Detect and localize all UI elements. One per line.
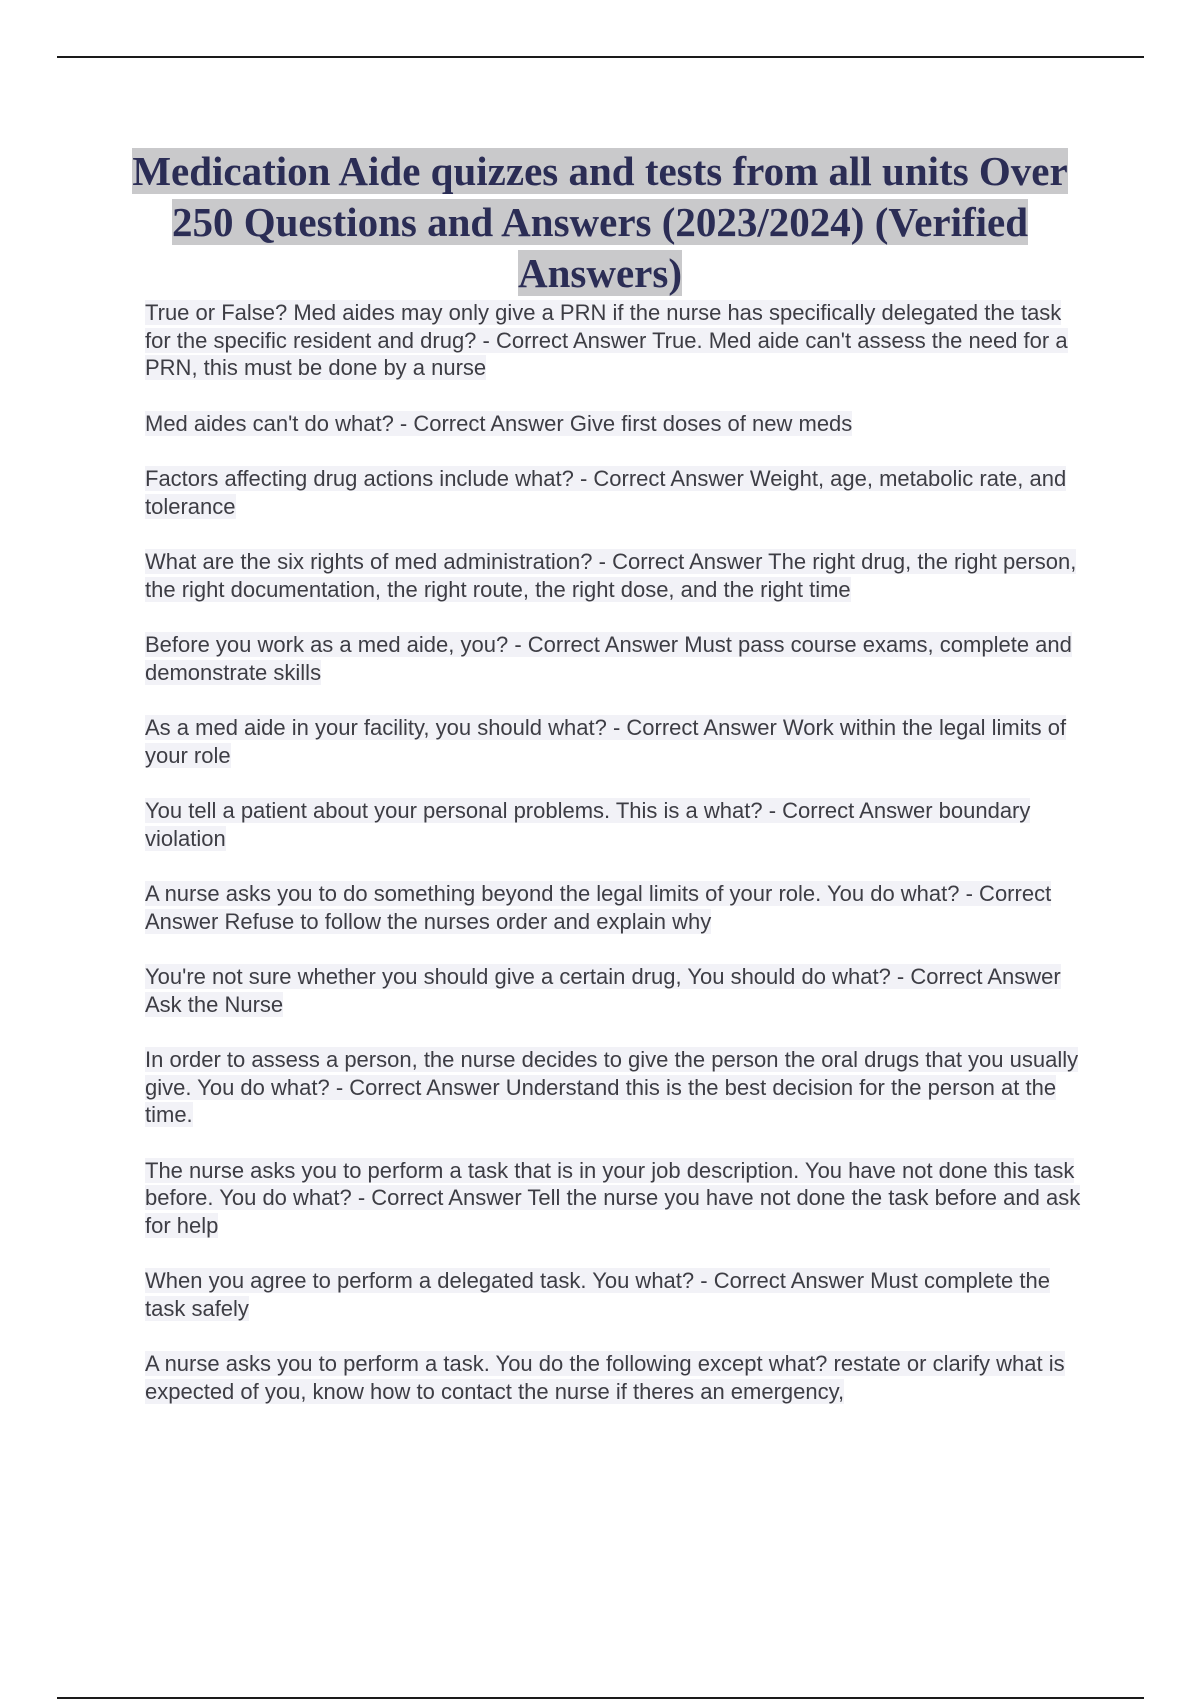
qa-text: When you agree to perform a delegated task. You what? - Correct Answer Must complete the task safely — [145, 1268, 1050, 1321]
qa-item-11 — [145, 1157, 1090, 1240]
qa-text: You tell a patient about your personal problems. This is a what? - Correct Answer boundary violation — [145, 798, 1031, 851]
qa-item-7 — [145, 797, 1090, 852]
qa-text: Factors affecting drug actions include what? - Correct Answer Weight, age, metabolic rate, and tolerance — [145, 466, 1067, 519]
qa-item-13 — [145, 1350, 1090, 1405]
bottom-rule — [57, 1697, 1144, 1699]
qa-item-6 — [145, 714, 1090, 769]
qa-item-3 — [145, 465, 1090, 520]
qa-list — [145, 299, 1090, 1433]
qa-item-10 — [145, 1046, 1090, 1129]
qa-text: The nurse asks you to perform a task that is in your job description. You have not done this task before. You do what? - Correct Answer Tell the nurse you have not done the task before and ask for help — [145, 1157, 1081, 1238]
qa-item-12 — [145, 1267, 1090, 1322]
qa-item-5 — [145, 631, 1090, 686]
qa-text: What are the six rights of med administration? - Correct Answer The right drug, the right person, the right documentation, the right route, the right dose, and the right time — [145, 549, 1077, 602]
qa-text: In order to assess a person, the nurse decides to give the person the oral drugs that you usually give. You do what? - Correct Answer Understand this is the best decision for the person at the time. — [145, 1047, 1079, 1127]
qa-text: Med aides can't do what? - Correct Answer Give first doses of new meds — [145, 410, 853, 436]
qa-item-2 — [145, 410, 1090, 438]
top-rule — [57, 56, 1144, 58]
qa-text: Before you work as a med aide, you? - Correct Answer Must pass course exams, complete and demonstrate skills — [145, 632, 1072, 685]
qa-text: A nurse asks you to perform a task. You do the following except what? restate or clarify what is expected of you, know how to contact the nurse if theres an emergency, — [145, 1351, 1065, 1404]
qa-item-4 — [145, 548, 1090, 603]
qa-item-1 — [145, 299, 1090, 382]
qa-text: As a med aide in your facility, you should what? - Correct Answer Work within the legal limits of your role — [145, 715, 1067, 768]
document-title — [100, 146, 1100, 299]
qa-text: True or False? Med aides may only give a PRN if the nurse has specifically delegated the task for the specific resident and drug? - Correct Answer True. Med aide can't assess the need for a PRN, this must be done by a nurse — [145, 300, 1068, 380]
document-title-text: Medication Aide quizzes and tests from all units Over 250 Questions and Answers (2023/2024) (Verified Answers) — [132, 148, 1068, 296]
qa-item-8 — [145, 880, 1090, 935]
qa-text: A nurse asks you to do something beyond the legal limits of your role. You do what? - Correct Answer Refuse to follow the nurses order and explain why — [145, 881, 1052, 934]
qa-text: You're not sure whether you should give a certain drug, You should do what? - Correct Answer Ask the Nurse — [145, 964, 1061, 1017]
qa-item-9 — [145, 963, 1090, 1018]
